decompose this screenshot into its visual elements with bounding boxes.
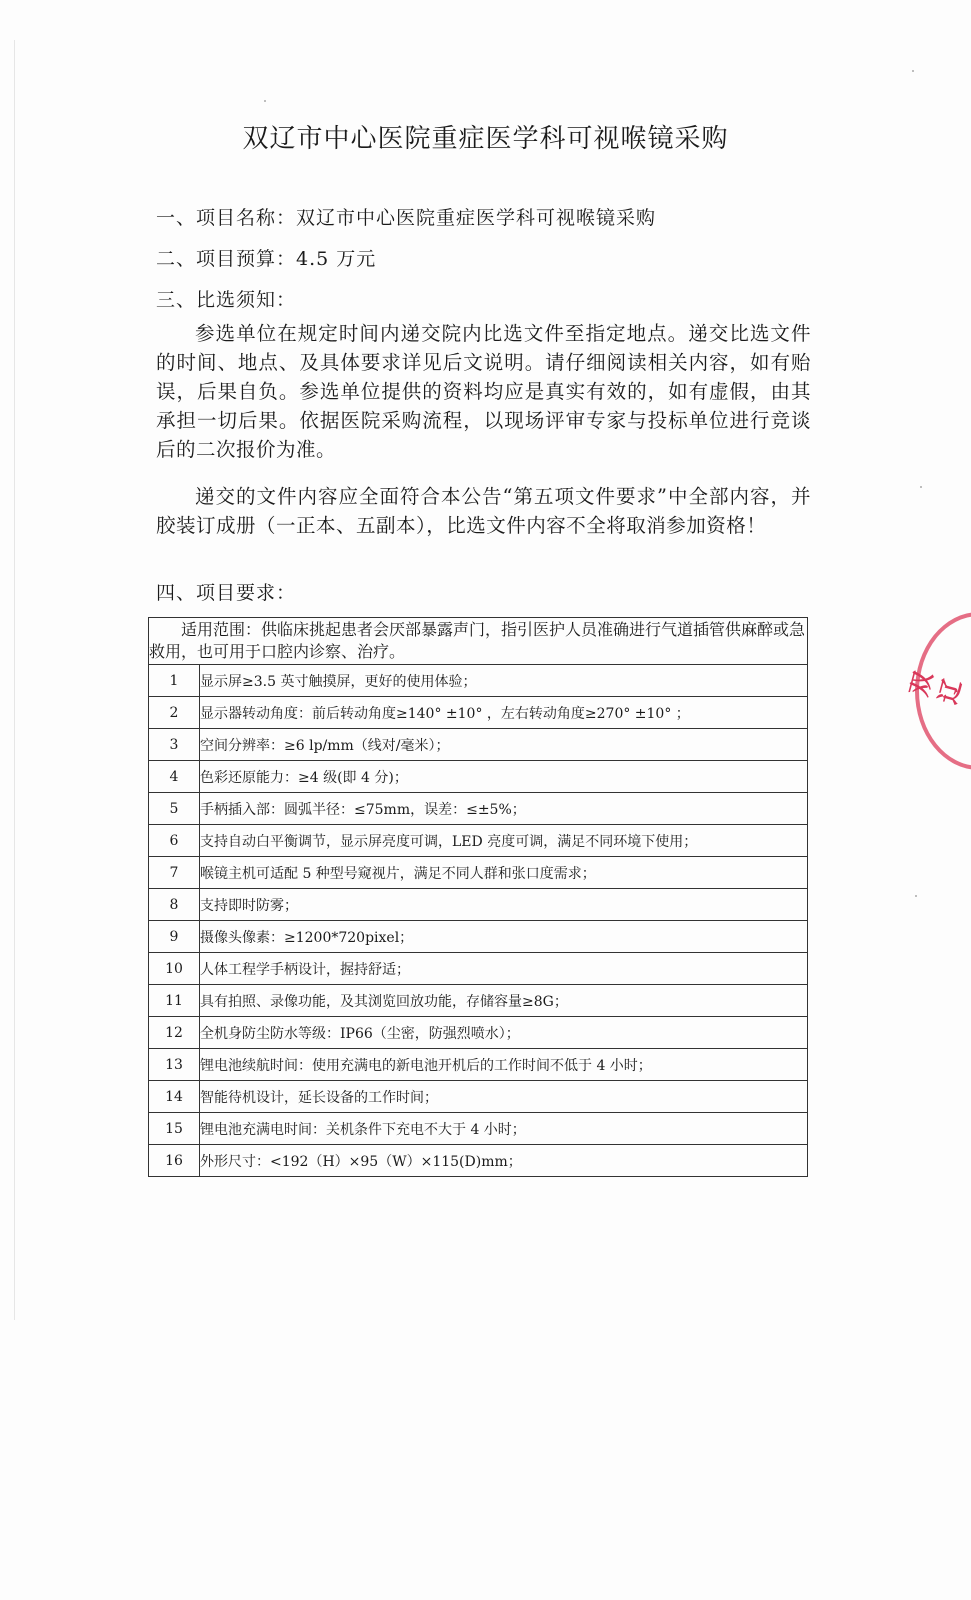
requirement-row xyxy=(149,921,808,953)
requirement-text: 支持自动白平衡调节，显示屏亮度可调，LED 亮度可调，满足不同环境下使用； xyxy=(200,825,808,857)
requirement-text: 手柄插入部：圆弧半径：≤75mm，误差：≤±5%； xyxy=(200,793,808,825)
requirement-row xyxy=(149,985,808,1017)
requirement-row xyxy=(149,665,808,697)
budget-line: 二、项目预算：4.5 万元 xyxy=(156,248,377,270)
requirement-row xyxy=(149,953,808,985)
scan-speck xyxy=(264,100,266,102)
requirement-row xyxy=(149,793,808,825)
requirement-row xyxy=(149,1049,808,1081)
requirement-number: 4 xyxy=(149,761,200,793)
requirement-number: 3 xyxy=(149,729,200,761)
requirement-row xyxy=(149,1145,808,1177)
requirement-text: 摄像头像素：≥1200*720pixel； xyxy=(200,921,808,953)
scan-speck xyxy=(915,895,917,897)
requirement-number: 14 xyxy=(149,1081,200,1113)
scope-row xyxy=(149,618,808,665)
requirement-row xyxy=(149,857,808,889)
requirement-number: 15 xyxy=(149,1113,200,1145)
notice-paragraph-2: 递交的文件内容应全面符合本公告“第五项文件要求”中全部内容，并胶装订成册（一正本、五副本），比选文件内容不全将取消参加资格！ xyxy=(156,485,811,537)
requirement-text: 色彩还原能力：≥4 级(即 4 分)； xyxy=(200,761,808,793)
document-title: 双辽市中心医院重症医学科可视喉镜采购 xyxy=(242,124,729,154)
requirement-number: 1 xyxy=(149,665,200,697)
requirement-text: 显示屏≥3.5 英寸触摸屏，更好的使用体验； xyxy=(200,665,808,697)
requirement-text: 智能待机设计，延长设备的工作时间； xyxy=(200,1081,808,1113)
scan-speck xyxy=(912,70,914,72)
requirement-number: 8 xyxy=(149,889,200,921)
requirement-number: 7 xyxy=(149,857,200,889)
requirement-number: 9 xyxy=(149,921,200,953)
requirement-row xyxy=(149,697,808,729)
requirement-text: 具有拍照、录像功能，及其浏览回放功能，存储容量≥8G； xyxy=(200,985,808,1017)
notice-heading: 三、比选须知： xyxy=(156,289,297,311)
requirement-number: 2 xyxy=(149,697,200,729)
requirement-row xyxy=(149,1081,808,1113)
requirement-number: 13 xyxy=(149,1049,200,1081)
requirement-text: 锂电池充满电时间：关机条件下充电不大于 4 小时； xyxy=(200,1113,808,1145)
requirement-row xyxy=(149,761,808,793)
requirement-number: 12 xyxy=(149,1017,200,1049)
requirement-text: 人体工程学手柄设计，握持舒适； xyxy=(200,953,808,985)
requirement-row xyxy=(149,889,808,921)
requirement-row xyxy=(149,1113,808,1145)
requirement-text: 空间分辨率：≥6 lp/mm（线对/毫米）； xyxy=(200,729,808,761)
requirement-text: 外形尺寸：<192（H）×95（W）×115(D)mm； xyxy=(200,1145,808,1177)
requirements-heading: 四、项目要求： xyxy=(156,582,297,604)
requirement-text: 全机身防尘防水等级：IP66（尘密，防强烈喷水）； xyxy=(200,1017,808,1049)
requirement-text: 支持即时防雾； xyxy=(200,889,808,921)
scope-cell: 适用范围：供临床挑起患者会厌部暴露声门，指引医护人员准确进行气道插管供麻醉或急救用，也可用于口腔内诊察、治疗。 xyxy=(149,618,808,665)
requirement-number: 6 xyxy=(149,825,200,857)
scan-speck xyxy=(920,486,922,488)
requirement-text: 锂电池续航时间：使用充满电的新电池开机后的工作时间不低于 4 小时； xyxy=(200,1049,808,1081)
project-name-line: 一、项目名称：双辽市中心医院重症医学科可视喉镜采购 xyxy=(156,207,657,229)
requirement-number: 16 xyxy=(149,1145,200,1177)
official-seal-text: 双辽 xyxy=(904,668,968,707)
requirement-number: 5 xyxy=(149,793,200,825)
requirement-text: 喉镜主机可适配 5 种型号窥视片，满足不同人群和张口度需求； xyxy=(200,857,808,889)
requirement-number: 11 xyxy=(149,985,200,1017)
requirement-number: 10 xyxy=(149,953,200,985)
requirement-row xyxy=(149,729,808,761)
requirement-row xyxy=(149,1017,808,1049)
notice-paragraph-1: 参选单位在规定时间内递交院内比选文件至指定地点。递交比选文件的时间、地点、及具体要求详见后文说明。请仔细阅读相关内容，如有贻误，后果自负。参选单位提供的资料均应是真实有效的，如有虚假，由其承担一切后果。依据医院采购流程，以现场评审专家与投标单位进行竞谈后的二次报价为准。 xyxy=(156,322,811,461)
scan-edge-line xyxy=(14,40,15,1320)
requirement-row xyxy=(149,825,808,857)
requirements-table xyxy=(148,617,808,1177)
requirement-text: 显示器转动角度：前后转动角度≥140° ±10° ，左右转动角度≥270° ±10° ； xyxy=(200,697,808,729)
